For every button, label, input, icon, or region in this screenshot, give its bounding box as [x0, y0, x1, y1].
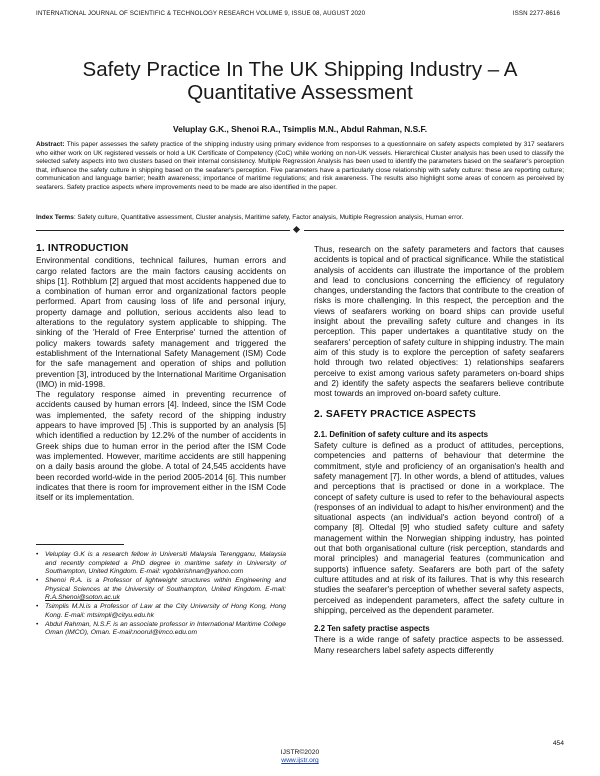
paper-title	[40, 58, 560, 104]
right-column	[314, 244, 564, 655]
abstract-label: Abstract:	[36, 141, 65, 148]
footnote-author-2	[36, 577, 286, 603]
index-terms	[36, 214, 564, 223]
copyright-code: IJSTR©2020	[280, 749, 320, 756]
title-line-2: Quantitative Assessment	[187, 81, 413, 104]
index-terms-label: Index Terms	[36, 214, 74, 221]
footnote-author-3: • Tsimplis M.N.is a Professor of Law at the City University of Hong Kong, Hong Kong. E-mail: mtsimpli@cityu.edu.hk	[36, 603, 286, 620]
intro-paragraph-3: Thus, research on the safety parameters and factors that causes accidents is topical and of practical significance. While the statistical analysis of accidents can illustrate the importance of the problem and lead to conclusions concerning the efficiency of regulatory changes, understanding the factors that contribute to the creation of risks is more challenging. In this respect, the perception and the views of seafarers working on board ships can provide useful insight about the prevailing safety culture and changes in its perception. This paper undertakes a quantitative study on the seafarers' perception of safety culture in shipping industry. The main aim of this study is to explore the perception of safety seafarers hold through two related objectives: 1) relationships seafarers perceive to exist among various safety parameters on-board ships and 2) identify the safety aspects the seafarers believe contribute most towards an improved on-board safety culture.	[314, 244, 564, 399]
authors: Veluplay G.K., Shenoi R.A., Tsimplis M.N., Abdul Rahman, N.S.F.	[172, 124, 428, 134]
subsection-2-1-paragraph: Safety culture is defined as a product of attitudes, perceptions, competencies and patterns of behaviour that determine the commitment, style and proficiency of an organisation's health and safety management [7]. In other words, a blend of attitudes, values and perceptions that is practised or done in a workplace. The concept of safety culture is used to refer to the behavioural aspects (responses of an individual to adapt to his/her environment) and the situational aspects (an individual's action beyond control) of a company [8]. Oltedal [9] who studied safety culture and safety management within the Norwegian shipping industry, has pointed out that both organisational culture (risk perception, standards and moral principles) and managerial features (communication and supports) influence safety. Seafarers are both part of the safety culture attitudes and at risk of its failures. That is why this research studies the seafarer's perception of whether several safety aspects, perceived as independent parameters, affect the safety culture in shipping, perceived as the dependent parameter.	[314, 440, 564, 615]
running-header	[36, 10, 560, 17]
page-number: 454	[552, 740, 564, 747]
footnote-author-2-text: Shenoi R.A. is a Professor of lightweight structures within Engineering and Physical Sciences at the University of Southampton, United Kingdom. E-mail:	[45, 577, 286, 593]
divider-diamond-icon	[293, 226, 300, 233]
subsection-2-2-paragraph: There is a wide range of safety practice aspects to be assessed. Many researchers label safety aspects differently	[314, 634, 564, 655]
journal-name: INTERNATIONAL JOURNAL OF SCIENTIFIC & TECHNOLOGY RESEARCH VOLUME 9, ISSUE 08, AUGUST 2020	[36, 10, 366, 17]
footnote-author-1: • Veluplay G.K is a research fellow in Universiti Malaysia Terengganu, Malaysia and recently completed a PhD degree in maritime safety in University of Southampton, United Kingdom. E-mail: vgobikrishnan@yahoo.com	[36, 551, 286, 577]
subsection-2-2-heading: 2.2 Ten safety practise aspects	[314, 624, 430, 634]
intro-paragraph-1: Environmental conditions, technical failures, human errors and cargo related factors are the main factors causing accidents on ships [1]. Rothblum [2] argued that most accidents happened due to a combination of human error and organizational factors people performed. Apart from causing loss of life and personal injury, property damage and pollution, serious accidents also lead to alterations to the regulatory system applicable to shipping. The sinking of the 'Herald of Free Enterprise' turned the attention of policy makers towards safety management and triggered the establishment of the International Safety Management (ISM) Code for the safe management and operation of ships and pollution prevention [3], introduced by the International Maritime Organisation (IMO) in mid-1998.	[36, 255, 286, 389]
abstract-text: This paper assesses the safety practice of the shipping industry using primary evidence from responses to a questionnaire on safety aspects completed by 317 seafarers who either work on UK registered vessels or hold a UK Certificate of Competency (CoC) while working on non-UK vessels. Hierarchical Cluster analysis has been used to classify the selected safety aspects into two clusters based on their internal consistency. Multiple Regression Analysis has been used to identify the parameters based on the seafarer's perception that, influence the safety culture in shipping based on the seafarer's perception. Five parameters have a particularly close relationship with safety culture: these are reporting culture; communication and language barrier; health awareness; importance of maritime regulations; and risk awareness. The results also highlight some areas of concern as perceived by seafarers. Safety practice aspects where improvements need to be made are also identified in the paper.	[36, 141, 564, 191]
subsection-2-1-heading: 2.1. Definition of safety culture and its aspects	[314, 429, 489, 439]
intro-heading: 1. INTRODUCTION	[36, 243, 129, 254]
intro-paragraph-2: The regulatory response aimed in preventing recurrence of accidents caused by human errors [4]. Indeed, since the ISM Code was implemented, the safety record of the shipping industry appears to have improved [5] .This is supported by an analysis [5] which identified a reduction by 12.2% of the number of accidents in Greek ships due to human error in the period after the ISM Code was implemented. However, maritime accidents are still happening on a daily basis around the globe. A total of 24,545 accidents have been recorded world-wide in the period 2005-2014 [6]. This number indicates that there is room for improvement either in the ISM Code itself or its implementation.	[36, 389, 286, 503]
page-footer	[200, 749, 400, 765]
abstract	[36, 141, 564, 193]
section-2-heading: 2. SAFETY PRACTICE ASPECTS	[314, 409, 477, 421]
footnote-author-4: • Abdul Rahman, N.S.F. is an associate professor in International Maritime College Oman (IMCO), Oman. E-mail:noorul@imco.edu.om	[36, 621, 286, 638]
left-column	[36, 244, 286, 502]
footnote-rule	[36, 544, 124, 545]
issn: ISSN 2277-8616	[512, 10, 560, 17]
title-line-1: Safety Practice In The UK Shipping Industry – A	[82, 58, 518, 81]
website-link[interactable]: www.ijstr.org	[281, 757, 319, 764]
section-divider	[36, 227, 564, 233]
footnotes	[36, 551, 286, 638]
index-terms-text: : Safety culture, Quantitative assessment, Cluster analysis, Maritime safety, Factor analysis, Multiple Regression analysis, Human error.	[73, 214, 464, 221]
footnote-author-2-email[interactable]: R.A.Shenoi@soton.ac.uk	[45, 594, 120, 602]
